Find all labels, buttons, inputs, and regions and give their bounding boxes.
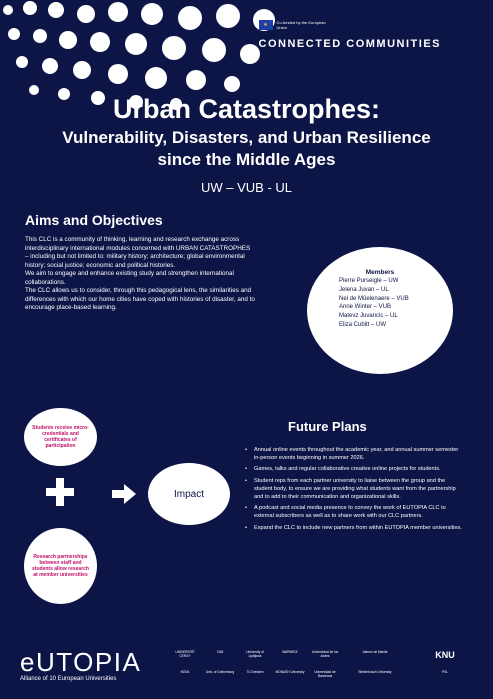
future-plans-list: [245, 446, 463, 535]
partner-logo: WARWICK: [282, 650, 298, 654]
member-item: Nel de Mûelenaere – VUB: [339, 295, 409, 302]
poster-title: Urban Catastrophes:: [112, 94, 381, 124]
partner-logo: PSL: [441, 670, 449, 674]
partner-logo: NOVA: [180, 670, 190, 674]
future-plan-item: • Games, talks and regular collaborative creative online projects for students.: [245, 465, 463, 473]
future-plan-item: • Student reps from each partner university to liaise between the group and the student body, to ensure we are providing what students want from the partnership and to add to their communication and organizational skills.: [245, 477, 463, 502]
member-item: Eliza Cubitt – UW: [339, 321, 387, 328]
partner-logo: Univ. of Gothenburg: [205, 670, 235, 674]
poster-subtitle: [0, 127, 493, 171]
members-heading: Members: [365, 269, 395, 276]
partner-logo: KNU: [435, 650, 455, 660]
members-list: [307, 277, 453, 330]
arrow-right-icon: [112, 484, 136, 504]
eu-flag-icon: ★: [259, 20, 273, 30]
future-plan-item: • A podcast and social media presence to convey the work of EUTOPIA CLC to external subscribers as well as to share work with our CLC partners.: [245, 504, 463, 520]
partner-logo: TU Dresden: [246, 670, 264, 674]
micro-credentials-circle: Students receive micro-credentials and certificates of participation: [24, 408, 97, 466]
eu-cofunded-logo: [259, 20, 441, 30]
subtitle-line-1: Vulnerability, Disasters, and Urban Resilience: [62, 128, 431, 147]
impact-circle: Impact: [148, 463, 230, 525]
research-partnerships-circle: Research partnerships between staff and students allow research at member universities: [24, 528, 97, 604]
eutopia-tagline: Alliance of 10 European Universities: [20, 676, 117, 682]
footer: [0, 640, 493, 699]
partner-logo: MONASH University: [275, 670, 305, 674]
partner-logo: Ateneo de Manila: [362, 650, 388, 654]
partner-logo: VUB: [216, 650, 224, 654]
member-item: Jelena Juvan – UL: [339, 286, 389, 293]
eu-cofunded-text: Co-funded by the European Union: [276, 20, 326, 30]
partner-logo: Universidad de los Andes: [311, 650, 339, 658]
partner-logo: UNIVERSITÉ CERGY: [175, 650, 195, 658]
future-plan-item: • Expand the CLC to include new partners from within EUTOPIA member universities.: [245, 524, 463, 532]
members-circle: [307, 247, 453, 374]
future-plan-item: • Annual online events throughout the academic year, and annual summer semester in-person events beginning in summer 2026.: [245, 446, 463, 462]
subtitle-line-2: since the Middle Ages: [157, 150, 336, 169]
header-branding: [259, 20, 441, 50]
member-item: Anne Winter – VUB: [339, 304, 392, 311]
member-item: Matevz Juvancic – UL: [339, 313, 398, 320]
program-title: CONNECTED COMMUNITIES: [258, 38, 441, 50]
member-item: Pierre Purseigle – UW: [339, 278, 399, 284]
aims-heading: Aims and Objectives: [25, 212, 163, 228]
aims-text: This CLC is a community of thinking, learning and research exchange across interdisciplinary international modules concerned with URBAN CATASTROPHES – including but not limited to: military history; architecture; global environmental history; social justice; economic and political histories. We aim to engage and enhance existing study and strengthen international collaborations. The CLC allows us to consider, through this pedagogical lens, the similarities and differences with which our home cities have coped with histories of disaster, and to encourage place-based learning.: [25, 236, 255, 311]
eutopia-logo: eUTOPIA: [20, 647, 142, 677]
partner-logo: Universidad de Barcelona: [314, 670, 336, 678]
plus-icon: [46, 478, 74, 506]
partner-universities: UW – VUB - UL: [200, 180, 292, 195]
partner-logo: Stellenbosch University: [358, 670, 392, 674]
future-plans-heading: Future Plans: [288, 419, 367, 434]
partner-logo: University of Ljubljana: [246, 650, 264, 658]
